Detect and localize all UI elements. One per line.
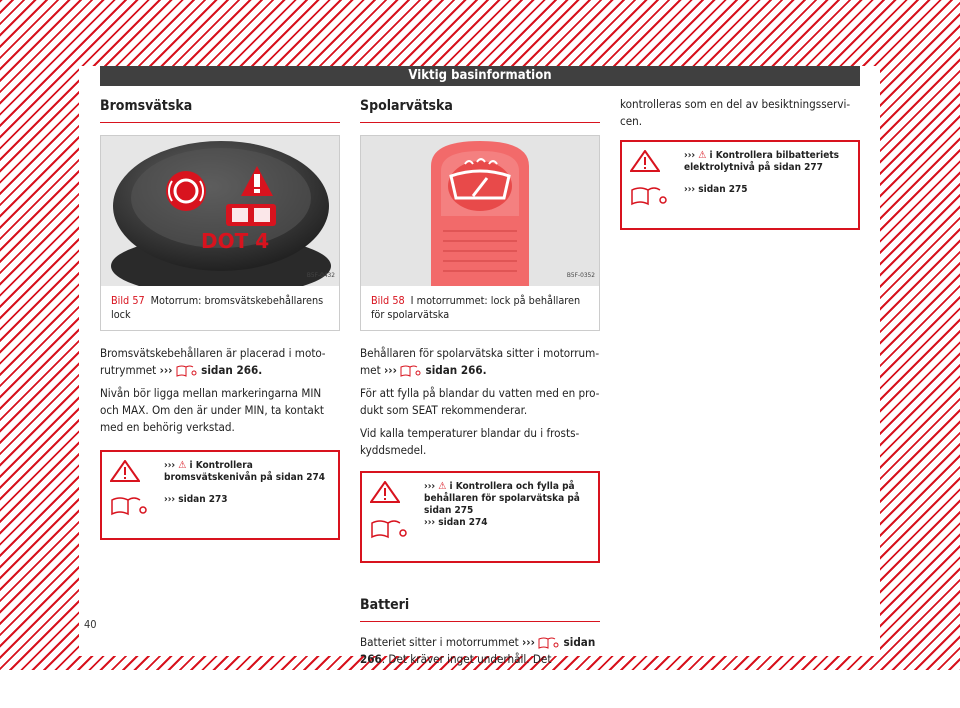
paragraph-4a: Batteriet sitter i motorrummet xyxy=(360,635,519,649)
caption-text: I motorrummet: lock på behållaren för spolarvätska xyxy=(371,294,581,321)
figure-code: B5F-0352 xyxy=(566,271,595,279)
paragraph-4b: sidan 266 xyxy=(360,635,596,666)
paragraph-1a: Bromsvätskebehållaren är placerad i motorutrymmet xyxy=(100,346,326,377)
book-wrench-icon xyxy=(400,364,422,377)
paragraph-1: kontrolleras som en del av besiktningsservicen. xyxy=(620,97,851,128)
figure-caption xyxy=(361,286,599,330)
warning-box: ››› ⚠ i Kontrollera bromsvätskenivån på sidan 274 ››› sidan 273 xyxy=(100,450,340,540)
section-title-battery: Batteri xyxy=(360,591,600,622)
figure-code: B5F-0432 xyxy=(306,271,335,279)
book-wrench-icon xyxy=(630,184,670,206)
warning-text: i Kontrollera bromsvätskenivån på sidan 274 xyxy=(164,460,326,483)
warning-triangle-icon xyxy=(630,150,660,172)
body-text: Behållaren för spolarvätska sitter i motorrummet ››› sidan 266. För att fylla på blandar du vatten med en produkt som SEAT rekommenderar. Vid kalla temperaturer blandar du i frostskyddsmedel. xyxy=(360,346,600,457)
caption-text: Motorrum: bromsvätskebehållarens lock xyxy=(111,294,324,321)
dot4-label: DOT 4 xyxy=(201,229,270,253)
paragraph-3: Vid kalla temperaturer blandar du i frostskyddsmedel. xyxy=(360,426,580,457)
book-wrench-icon xyxy=(538,636,560,649)
paragraph-1b: sidan 266. xyxy=(425,363,487,377)
figure-58 xyxy=(360,135,600,331)
book-wrench-icon xyxy=(176,364,198,377)
section-title: Bromsvätska xyxy=(100,92,340,123)
note-text: sidan 273 xyxy=(178,494,228,505)
warning-box: ››› ⚠ i Kontrollera och fylla på behållaren för spolarvätska på sidan 275 ››› sidan 274 xyxy=(360,471,600,563)
book-wrench-icon xyxy=(110,494,150,516)
paragraph-1b: sidan 266. xyxy=(201,363,263,377)
paragraph-4c: . Det kräver inget underhåll. Det xyxy=(381,652,552,666)
warning-box: ››› ⚠ i Kontrollera bilbatteriets elektrolytnivå på sidan 277 ››› sidan 275 xyxy=(620,140,860,230)
bottom-margin xyxy=(0,670,960,708)
page-number: 40 xyxy=(84,618,97,631)
paragraph-2: För att fylla på blandar du vatten med en produkt som SEAT rekommenderar. xyxy=(360,386,600,417)
paragraph-2: Nivån bör ligga mellan markeringarna MIN och MAX. Om den är under MIN, ta kontakt med en behörig verkstad. xyxy=(100,386,324,434)
section-header: Viktig basinformation xyxy=(100,66,860,86)
brake-fluid-cap-image xyxy=(101,136,339,286)
paragraph-1a: Behållaren för spolarvätska sitter i motorrummet xyxy=(360,346,600,377)
note-text: sidan 274 xyxy=(438,517,488,528)
warning-text: i Kontrollera bilbatteriets elektrolytnivå på sidan 277 xyxy=(684,150,840,173)
column-brake-fluid xyxy=(100,92,340,540)
washer-fluid-cap-image xyxy=(361,136,599,286)
caption-label: Bild 58 xyxy=(371,294,405,307)
warning-small-icon: ⚠ xyxy=(698,150,707,161)
figure-caption xyxy=(101,286,339,330)
warning-triangle-icon xyxy=(370,481,400,503)
column-washer-fluid xyxy=(360,92,600,674)
body-text: Bromsvätskebehållaren är placerad i motorutrymmet ››› sidan 266. Nivån bör ligga mellan markeringarna MIN och MAX. Om den är under MIN, ta kontakt med en behörig verkstad. xyxy=(100,345,340,436)
figure-57 xyxy=(100,135,340,331)
warning-text: i Kontrollera och fylla på behållaren för spolarvätska på sidan 275 xyxy=(424,481,580,516)
caption-label: Bild 57 xyxy=(111,294,145,307)
warning-small-icon: ⚠ xyxy=(438,481,447,492)
body-text-battery: Batteriet sitter i motorrummet ››› sidan 266. Det kräver inget underhåll. Det xyxy=(360,635,596,666)
section-title: Spolarvätska xyxy=(360,92,600,123)
warning-triangle-icon xyxy=(110,460,140,482)
book-wrench-icon xyxy=(370,517,410,539)
warning-small-icon: ⚠ xyxy=(178,460,187,471)
column-battery-cont xyxy=(620,96,860,230)
note-text: sidan 275 xyxy=(698,184,748,195)
